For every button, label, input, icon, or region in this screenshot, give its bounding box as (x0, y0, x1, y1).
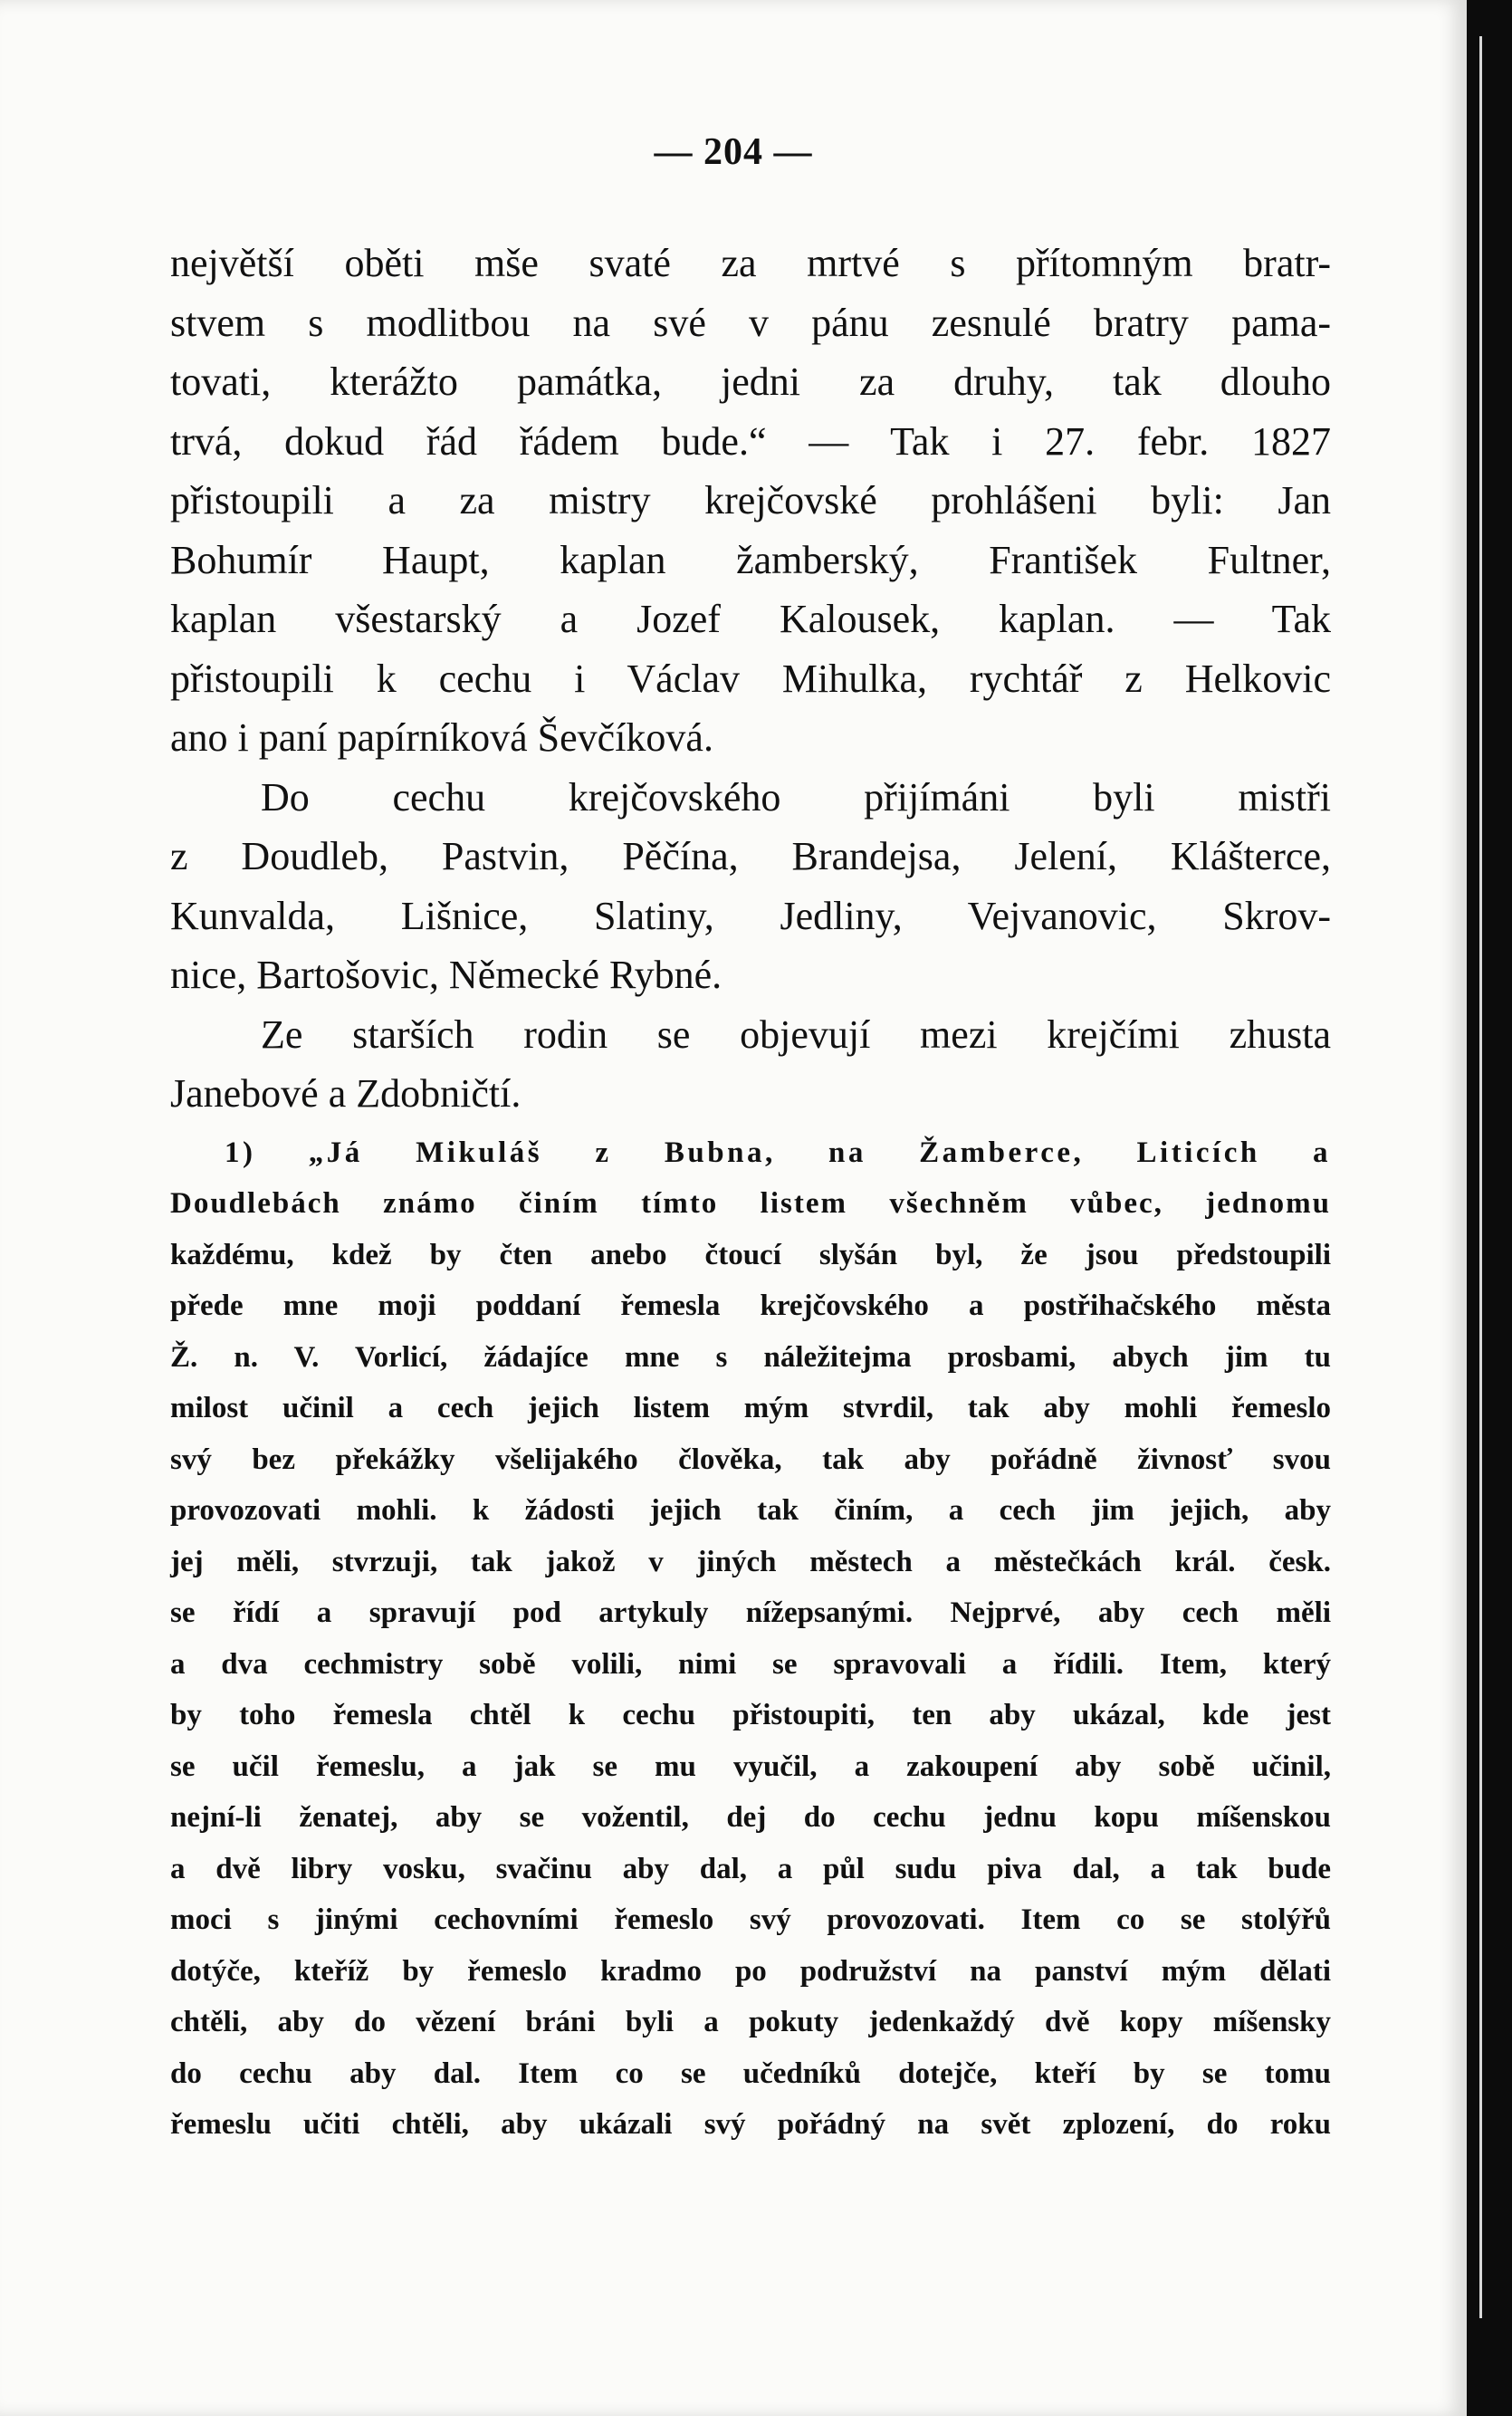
footnote-line: a dva cechmistry sobě volili, nimi se spravovali a řídili. Item, který (170, 1647, 1331, 1681)
body-line: Do cechu krejčovského přijímáni byli mistři (261, 774, 1331, 820)
footnote-line: každému, kdež by čten anebo čtoucí slyšán byl, že jsou předstoupili (170, 1238, 1331, 1271)
footnote-line: dotýče, kteříž by řemeslo kradmo po podružství na panství mým dělati (170, 1954, 1331, 1988)
main-text (170, 234, 1331, 2151)
body-line: Janebové a Zdobničtí. (170, 1071, 522, 1116)
footnote-line: se řídí a spravují pod artykuly nížepsanými. Nejprvé, aby cech měli (170, 1596, 1331, 1629)
footnote-line: a dvě libry vosku, svačinu aby dal, a půl sudu piva dal, a tak bude (170, 1852, 1331, 1885)
footnote-line: řemeslu učiti chtěli, aby ukázali svý pořádný na svět zplození, do roku (170, 2108, 1331, 2141)
footnote-line: Ž. n. V. Vorlicí, žádajíce mne s náležitejma prosbami, abych jim tu (170, 1340, 1331, 1374)
footnote-line: jej měli, stvrzuji, tak jakož v jiných městech a městečkách král. česk. (170, 1545, 1331, 1578)
body-line: Kunvalda, Lišnice, Slatiny, Jedliny, Vejvanovic, Skrov- (170, 893, 1331, 938)
body-line: stvem s modlitbou na své v pánu zesnulé bratry pama- (170, 300, 1331, 345)
footnote-line: Doudlebách známo činím tímto listem všechněm vůbec, jednomu (170, 1187, 1331, 1220)
body-line: kaplan všestarský a Jozef Kalousek, kaplan. — Tak (170, 597, 1331, 641)
footnote-line: se učil řemeslu, a jak se mu vyučil, a zakoupení aby sobě učinil, (170, 1750, 1331, 1783)
body-line: tovati, kterážto památka, jedni za druhy, tak dlouho (170, 360, 1331, 404)
footnote-line: by toho řemesla chtěl k cechu přistoupiti, ten aby ukázal, kde jest (170, 1699, 1331, 1731)
body-line: z Doudleb, Pastvin, Pěčína, Brandejsa, Jelení, Klášterce, (170, 834, 1331, 878)
footnote-line: svý bez překážky všelijakého člověka, tak aby pořádně živnosť svou (170, 1443, 1331, 1476)
footnote (170, 1127, 1331, 2151)
footnote-line: do cechu aby dal. Item co se učedníků dotejče, kteří by se tomu (170, 2056, 1331, 2090)
scan-edge (1467, 0, 1512, 2416)
body-line: Bohumír Haupt, kaplan žamberský, František Fultner, (170, 537, 1331, 582)
page-number: — 204 — (654, 131, 813, 173)
footnote-line: nejní-li ženatej, aby se vožentil, dej do cechu jednu kopu míšenskou (170, 1801, 1331, 1834)
body-line: největší oběti mše svaté za mrtvé s přítomným bratr- (170, 241, 1331, 285)
body-line: nice, Bartošovic, Německé Rybné. (170, 953, 723, 997)
footnote-line: 1) „Já Mikuláš z Bubna, na Žamberce, Liticích a (225, 1136, 1331, 1169)
footnote-line: milost učinil a cech jejich listem mým stvrdil, tak aby mohli řemeslo (170, 1392, 1331, 1424)
body-line: trvá, dokud řád řádem bude.“ — Tak i 27. febr. 1827 (170, 418, 1331, 464)
body-line: Ze starších rodin se objevují mezi krejčími zhusta (261, 1011, 1331, 1057)
footnote-line: provozovati mohli. k žádosti jejich tak činím, a cech jim jejich, aby (170, 1494, 1331, 1527)
footnote-line: moci s jinými cechovními řemeslo svý provozovati. Item co se stolýřů (170, 1903, 1331, 1936)
body-line: přistoupili k cechu i Václav Mihulka, rychtář z Helkovic (170, 656, 1331, 701)
body-line: přistoupili a za mistry krejčovské prohlášeni byli: Jan (170, 478, 1331, 523)
footnote-line: přede mne moji poddaní řemesla krejčovského a postřihačského města (170, 1289, 1331, 1322)
footnote-line: chtěli, aby do vězení bráni byli a pokuty jedenkaždý dvě kopy míšensky (170, 2006, 1331, 2038)
body-line: ano i paní papírníková Ševčíková. (170, 715, 713, 760)
